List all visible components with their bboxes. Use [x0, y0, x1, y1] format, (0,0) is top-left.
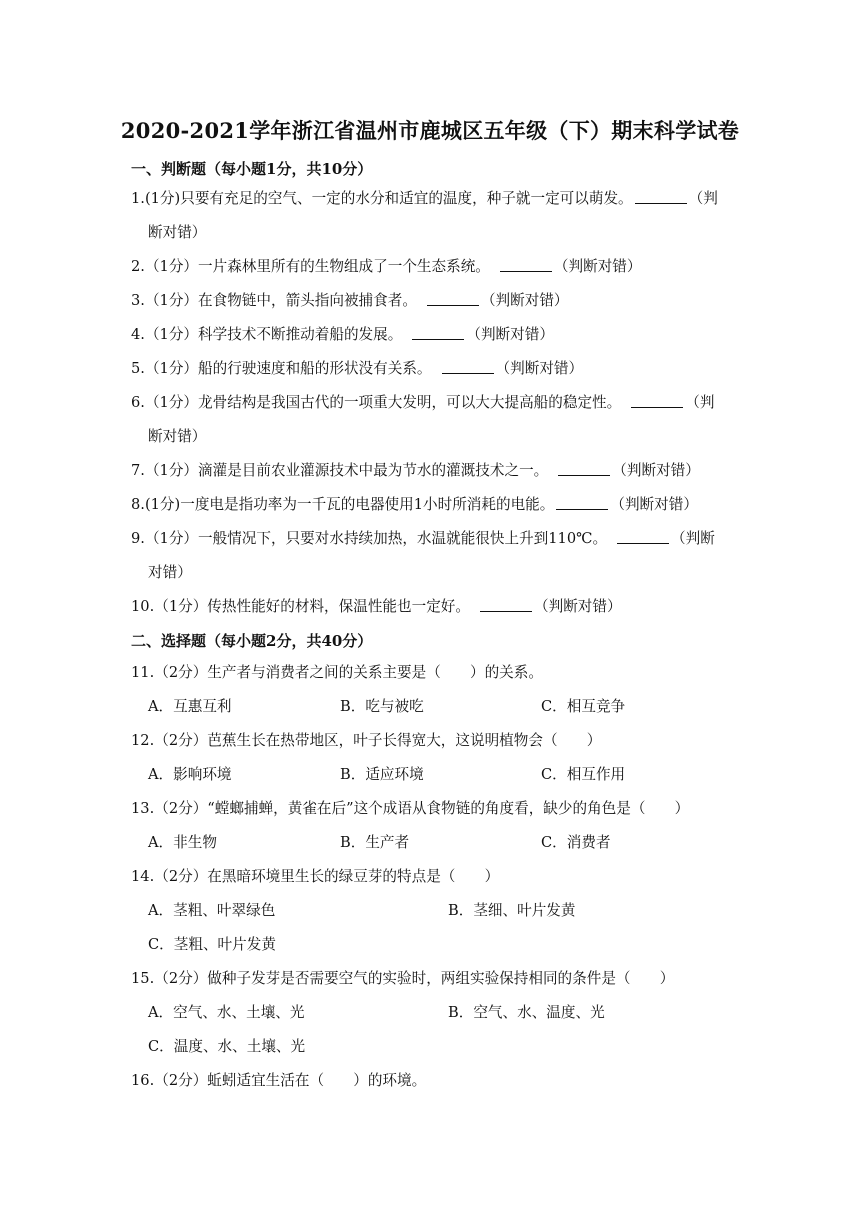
question-hint: （判断对错） — [610, 496, 698, 513]
question-number: 9. — [131, 530, 145, 547]
answer-blank[interactable] — [412, 325, 464, 340]
question-score: （1分） — [144, 326, 199, 343]
option-12-b[interactable]: B．适应环境 — [340, 766, 424, 783]
question-hint: （判断 — [671, 530, 715, 547]
question-9 — [131, 522, 736, 556]
question-number: 5. — [131, 360, 145, 377]
question-number: 10. — [131, 598, 155, 615]
question-score: （1分） — [144, 530, 199, 547]
question-text: 在黑暗环境里生长的绿豆芽的特点是（ ） — [207, 868, 500, 885]
question-text: 芭蕉生长在热带地区，叶子长得宽大，这说明植物会（ ） — [207, 732, 602, 749]
question-7 — [131, 454, 736, 488]
question-score: （2分） — [154, 800, 208, 817]
option-15-c[interactable]: C．温度、水、土壤、光 — [148, 1038, 306, 1055]
question-2 — [131, 250, 736, 284]
question-text: “螳螂捕蝉，黄雀在后”这个成语从食物链的角度看，缺少的角色是（ ） — [207, 800, 690, 817]
question-score: (1分) — [144, 496, 181, 513]
option-13-a[interactable]: A．非生物 — [148, 834, 217, 851]
question-score: （1分） — [154, 598, 208, 615]
option-12-c[interactable]: C．相互作用 — [541, 766, 626, 783]
option-15-a[interactable]: A．空气、水、土壤、光 — [148, 1004, 305, 1021]
option-13-b[interactable]: B．生产者 — [340, 834, 410, 851]
question-5 — [131, 352, 736, 386]
question-number: 7. — [131, 462, 145, 479]
question-number: 6. — [131, 394, 145, 411]
question-number: 11. — [131, 664, 155, 681]
question-number: 13. — [131, 800, 155, 817]
question-score: （1分） — [144, 292, 199, 309]
question-hint: （判断对错） — [495, 360, 584, 377]
question-number: 3. — [131, 292, 145, 309]
question-text: 船的行驶速度和船的形状没有关系。 — [198, 360, 432, 377]
question-text: 龙骨结构是我国古代的一项重大发明，可以大大提高船的稳定性。 — [198, 394, 622, 411]
question-14 — [131, 860, 736, 894]
question-number: 16. — [131, 1072, 155, 1089]
question-1 — [131, 182, 736, 216]
question-text: 只要有充足的空气、一定的水分和适宜的温度，种子就一定可以萌发。 — [180, 190, 633, 207]
answer-blank[interactable] — [442, 359, 494, 374]
question-score: （2分） — [154, 1072, 208, 1089]
option-15-b[interactable]: B．空气、水、温度、光 — [448, 1004, 605, 1021]
question-hint: （判断对错） — [612, 462, 700, 479]
question-text: 蚯蚓适宜生活在（ ）的环境。 — [207, 1072, 427, 1089]
question-6 — [131, 386, 736, 420]
question-3 — [131, 284, 736, 318]
option-14-c[interactable]: C．茎粗、叶片发黄 — [148, 936, 276, 953]
question-16 — [131, 1064, 736, 1098]
option-11-a[interactable]: A．互惠互利 — [148, 698, 232, 715]
question-hint: （判断对错） — [466, 326, 554, 343]
question-score: （1分） — [144, 462, 199, 479]
answer-blank[interactable] — [558, 461, 610, 476]
question-text: 在食物链中，箭头指向被捕食者。 — [198, 292, 417, 309]
question-8 — [131, 488, 736, 522]
option-13-c[interactable]: C．消费者 — [541, 834, 611, 851]
question-text: 一片森林里所有的生物组成了一个生态系统。 — [198, 258, 490, 275]
question-text: 一度电是指功率为一千瓦的电器使用1小时所消耗的电能。 — [180, 496, 555, 513]
question-score: （1分） — [144, 360, 199, 377]
answer-blank[interactable] — [500, 257, 552, 272]
question-number: 8. — [131, 496, 145, 513]
answer-blank[interactable] — [480, 597, 532, 612]
question-12 — [131, 724, 736, 758]
question-hint: （判 — [685, 394, 715, 411]
option-12-a[interactable]: A．影响环境 — [148, 766, 232, 783]
question-score: （1分） — [144, 394, 199, 411]
question-score: （2分） — [154, 868, 208, 885]
question-number: 14. — [131, 868, 155, 885]
option-14-b[interactable]: B．茎细、叶片发黄 — [448, 902, 576, 919]
question-text: 做种子发芽是否需要空气的实验时，两组实验保持相同的条件是（ ） — [207, 970, 675, 987]
answer-blank[interactable] — [617, 529, 669, 544]
question-score: （2分） — [154, 664, 208, 681]
question-9-continuation: 对错） — [148, 564, 192, 581]
answer-blank[interactable] — [556, 495, 608, 510]
page-title: 2020-2021学年浙江省温州市鹿城区五年级（下）期末科学试卷 — [120, 118, 740, 143]
section-heading-judgement: 一、判断题（每小题1分，共10分） — [131, 160, 373, 178]
question-text: 传热性能好的材料，保温性能也一定好。 — [207, 598, 470, 615]
answer-blank[interactable] — [427, 291, 479, 306]
question-11 — [131, 656, 736, 690]
answer-blank[interactable] — [635, 189, 687, 204]
section-heading-choice: 二、选择题（每小题2分，共40分） — [131, 632, 373, 650]
question-hint: （判 — [688, 190, 718, 207]
question-text: 一般情况下，只要对水持续加热，水温就能很快上升到110℃。 — [198, 530, 608, 547]
question-hint: （判断对错） — [480, 292, 569, 309]
question-15 — [131, 962, 736, 996]
question-number: 4. — [131, 326, 145, 343]
option-11-c[interactable]: C．相互竞争 — [541, 698, 626, 715]
question-4 — [131, 318, 736, 352]
option-11-b[interactable]: B．吃与被吃 — [340, 698, 424, 715]
question-text: 滴灌是目前农业灌源技术中最为节水的灌溉技术之一。 — [198, 462, 549, 479]
answer-blank[interactable] — [631, 393, 683, 408]
question-hint: （判断对错） — [553, 258, 642, 275]
question-10 — [131, 590, 736, 624]
question-number: 1. — [131, 190, 145, 207]
question-text: 科学技术不断推动着船的发展。 — [198, 326, 403, 343]
question-score: （2分） — [154, 970, 208, 987]
question-hint: （判断对错） — [534, 598, 622, 615]
question-score: （1分） — [144, 258, 199, 275]
question-score: (1分) — [144, 190, 181, 207]
option-14-a[interactable]: A．茎粗、叶翠绿色 — [148, 902, 276, 919]
question-13 — [131, 792, 736, 826]
question-score: （2分） — [154, 732, 208, 749]
question-text: 生产者与消费者之间的关系主要是（ ）的关系。 — [207, 664, 543, 681]
question-1-continuation: 断对错） — [148, 224, 207, 241]
question-number: 12. — [131, 732, 155, 749]
question-6-continuation: 断对错） — [148, 428, 207, 445]
question-number: 15. — [131, 970, 155, 987]
question-number: 2. — [131, 258, 145, 275]
